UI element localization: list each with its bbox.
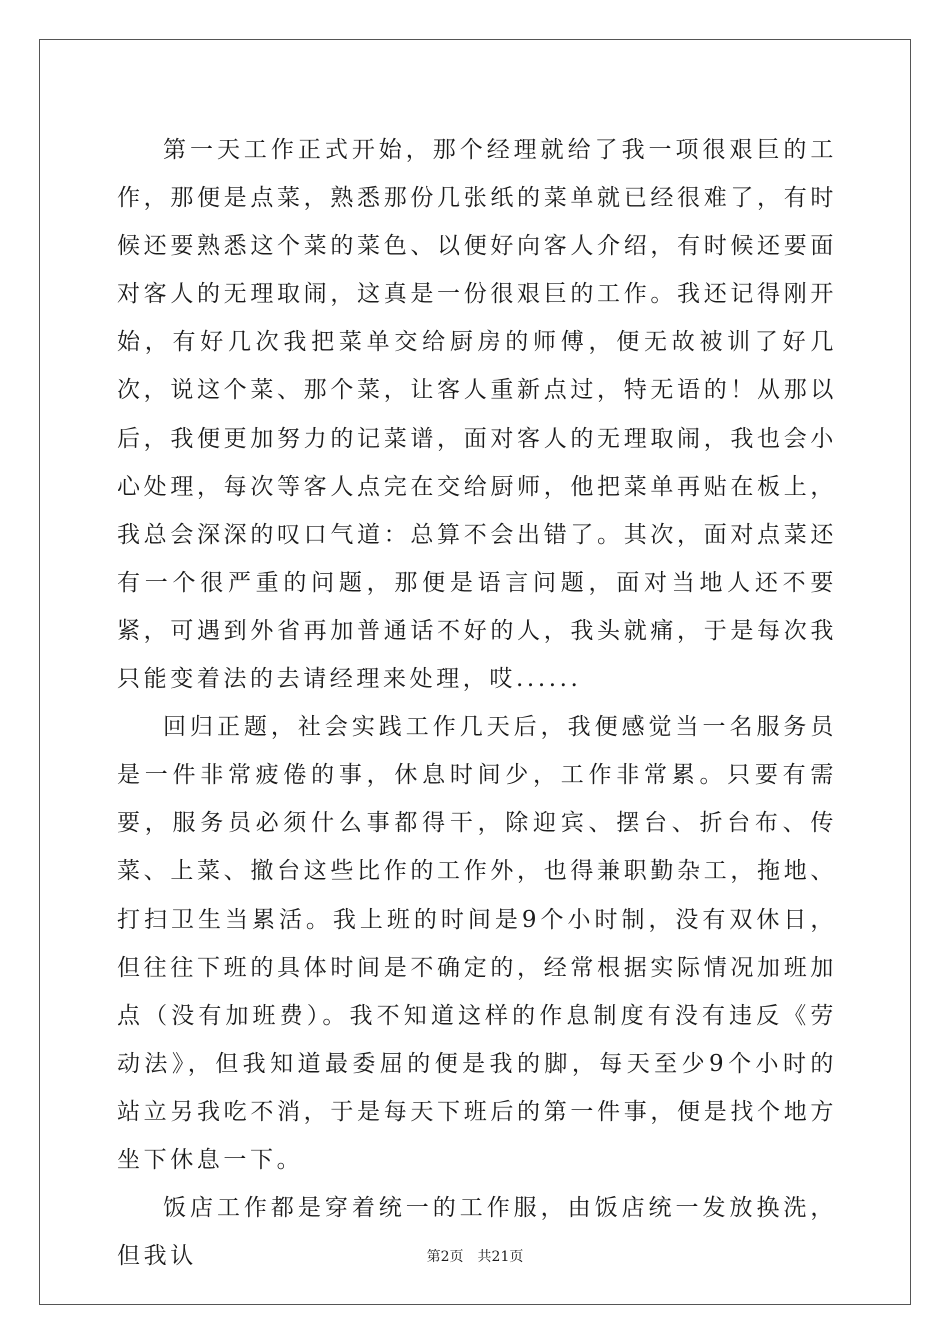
- page-number: 第2页: [426, 1249, 464, 1265]
- paragraph-1: 第一天工作正式开始，那个经理就给了我一项很艰巨的工作，那便是点菜，熟悉那份几张纸的菜单就已经很难了，有时候还要熟悉这个菜的菜色、以便好向客人介绍，有时候还要面对客人的无理取闹，这真是一份很艰巨的工作。我还记得刚开始，有好几次我把菜单交给厨房的师傅，便无故被训了好几次，说这个菜、那个菜，让客人重新点过，特无语的！从那以后，我便更加努力的记菜谱，面对客人的无理取闹，我也会小心处理，每次等客人点完在交给厨师，他把菜单再贴在板上，我总会深深的叹口气道：总算不会出错了。其次，面对点菜还有一个很严重的问题，那便是语言问题，面对当地人还不要紧，可遇到外省再加普通话不好的人，我头就痛，于是每次我只能变着法的去请经理来处理，哎......: [117, 137, 837, 693]
- paragraph-3: 饭店工作都是穿着统一的工作服，由饭店统一发放换洗，但我认: [117, 1195, 837, 1270]
- page-footer: [0, 1247, 950, 1267]
- page-total: 共21页: [477, 1249, 524, 1265]
- document-body: [117, 126, 837, 1280]
- paragraph-2: 回归正题，社会实践工作几天后，我便感觉当一名服务员是一件非常疲倦的事，休息时间少，工作非常累。只要有需要，服务员必须什么事都得干，除迎宾、摆台、折台布、传菜、上菜、撤台这些比作的工作外，也得兼职勤杂工，拖地、打扫卫生当累活。我上班的时间是9个小时制，没有双休日，但往往下班的具体时间是不确定的，经常根据实际情况加班加点（没有加班费）。我不知道这样的作息制度有没有违反《劳动法》，但我知道最委屈的便是我的脚，每天至少9个小时的站立另我吃不消，于是每天下班后的第一件事，便是找个地方坐下休息一下。: [117, 714, 837, 1173]
